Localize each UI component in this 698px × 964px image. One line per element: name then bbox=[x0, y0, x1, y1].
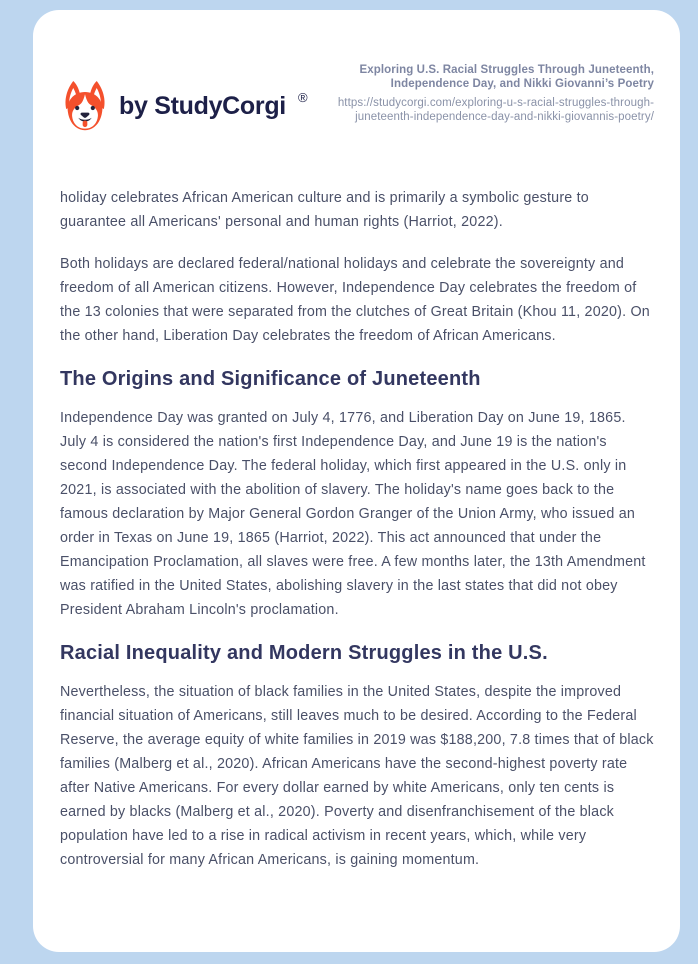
document-title: Exploring U.S. Racial Struggles Through Juneteenth, Independence Day, and Nikki Giovanni’s Poetry bbox=[359, 64, 654, 90]
document-body bbox=[60, 186, 654, 872]
document-card bbox=[33, 10, 680, 952]
document-paragraph: Nevertheless, the situation of black families in the United States, despite the improved financial situation of Americans, still leaves much to be desired. According to the Federal Reserve, the average equity of white families in 2019 was $188,200, 7.8 times that of black families (Malberg et al., 2020). African Americans have the second-highest poverty rate after Native Americans. For every dollar earned by white Americans, only ten cents is earned by blacks (Malberg et al., 2020). Poverty and disenfranchisement of the black population have led to a rise in radical activism in recent years, which, while very controversial for many African Americans, is gaining momentum. bbox=[60, 684, 654, 868]
document-header bbox=[60, 62, 654, 134]
document-paragraph: Both holidays are declared federal/national holidays and celebrate the sovereignty and freedom of all American citizens. However, Independence Day celebrates the freedom of the 13 colonies that were separated from the clutches of Great Britain (Khou 11, 2020). On the other hand, Liberation Day celebrates the freedom of African Americans. bbox=[60, 256, 650, 344]
document-paragraph: holiday celebrates African American culture and is primarily a symbolic gesture to guarantee all Americans' personal and human rights (Harriot, 2022). bbox=[60, 190, 589, 230]
section-heading: The Origins and Significance of Juneteenth bbox=[60, 368, 481, 390]
document-url[interactable]: https://studycorgi.com/exploring-u-s-racial-struggles-through-juneteenth-independence-day-and-nikki-giovannis-poetry/ bbox=[337, 97, 654, 123]
corgi-icon bbox=[60, 78, 110, 134]
brand-text: by StudyCorgi bbox=[119, 91, 286, 120]
header-meta bbox=[308, 62, 654, 124]
document-paragraph: Independence Day was granted on July 4, 1776, and Liberation Day on June 19, 1865. July 4 is considered the nation's first Independence Day, and June 19 is the nation's second Independence Day. The federal holiday, which first appeared in the U.S. only in 2021, is associated with the abolition of slavery. The holiday's name goes back to the famous declaration by Major General Gordon Granger of the Union Army, who issued an order in Texas on June 19, 1865 (Harriot, 2022). This act announced that under the Emancipation Proclamation, all slaves were free. A few months later, the 13th Amendment was ratified in the United States, abolishing slavery in the last states that did not obey President Abraham Lincoln's proclamation. bbox=[60, 410, 646, 618]
registered-trademark: ® bbox=[297, 89, 308, 105]
studycorgi-logo bbox=[60, 78, 308, 134]
section-heading: Racial Inequality and Modern Struggles in the U.S. bbox=[60, 642, 548, 664]
